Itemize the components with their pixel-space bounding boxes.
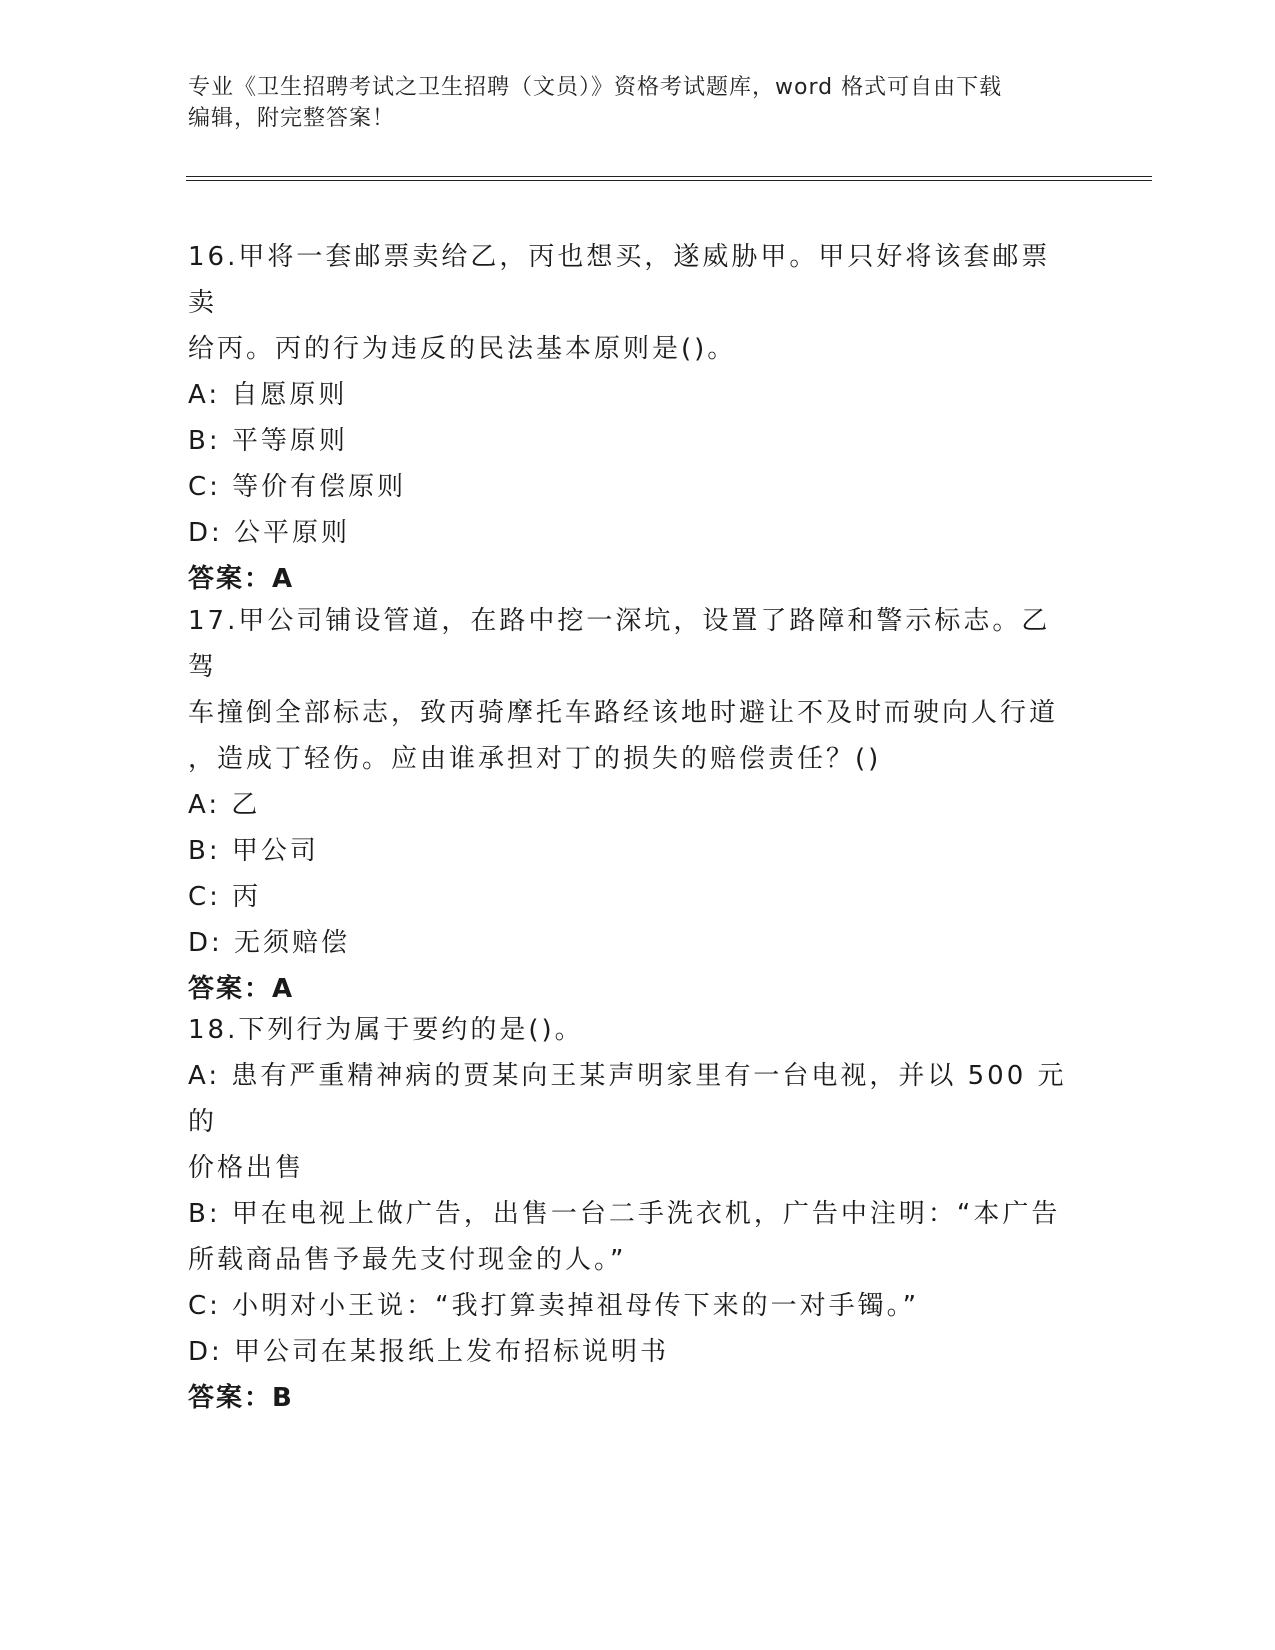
option-c: C: 丙 bbox=[188, 882, 262, 912]
question-stem-line: 车撞倒全部标志，致丙骑摩托车路经该地时避让不及时而驶向人行道 bbox=[188, 698, 1059, 728]
option-a-continued: 价格出售 bbox=[188, 1153, 305, 1183]
question-stem-line: 给丙。丙的行为违反的民法基本原则是()。 bbox=[188, 334, 737, 364]
question-stem-line: ，造成丁轻伤。应由谁承担对丁的损失的赔偿责任？() bbox=[188, 744, 882, 774]
header-line-2: 编辑，附完整答案！ bbox=[188, 106, 396, 131]
answer-line: 答案：A bbox=[188, 974, 295, 1004]
option-b-continued: 所载商品售予最先支付现金的人。” bbox=[188, 1245, 627, 1275]
option-a: A: 自愿原则 bbox=[188, 380, 348, 410]
answer-line: 答案：B bbox=[188, 1383, 294, 1413]
question-stem-line: 17.甲公司铺设管道，在路中挖一深坑，设置了路障和警示标志。乙驾 bbox=[188, 606, 1051, 682]
question-stem-line: 16.甲将一套邮票卖给乙，丙也想买，遂威胁甲。甲只好将该套邮票卖 bbox=[188, 242, 1051, 318]
option-d: D: 公平原则 bbox=[188, 518, 351, 548]
page-header bbox=[188, 72, 1068, 134]
question-17 bbox=[188, 598, 1068, 1012]
option-b: B: 甲在电视上做广告，出售一台二手洗衣机，广告中注明：“本广告 bbox=[188, 1199, 1061, 1229]
option-b: B: 甲公司 bbox=[188, 836, 319, 866]
question-stem-line: 18.下列行为属于要约的是()。 bbox=[188, 1015, 584, 1045]
option-a: A: 乙 bbox=[188, 790, 261, 820]
option-d: D: 无须赔偿 bbox=[188, 928, 351, 958]
answer-line: 答案：A bbox=[188, 564, 295, 594]
header-line-1: 专业《卫生招聘考试之卫生招聘（文员）》资格考试题库，word 格式可自由下载 bbox=[188, 75, 1003, 100]
header-divider bbox=[186, 176, 1152, 181]
question-16 bbox=[188, 234, 1068, 602]
option-b: B: 平等原则 bbox=[188, 426, 348, 456]
option-c: C: 等价有偿原则 bbox=[188, 472, 407, 502]
option-c: C: 小明对小王说：“我打算卖掉祖母传下来的一对手镯。” bbox=[188, 1291, 920, 1321]
option-d: D: 甲公司在某报纸上发布招标说明书 bbox=[188, 1337, 670, 1367]
question-18 bbox=[188, 1007, 1068, 1421]
option-a: A: 患有严重精神病的贾某向王某声明家里有一台电视，并以 500 元的 bbox=[188, 1061, 1067, 1137]
